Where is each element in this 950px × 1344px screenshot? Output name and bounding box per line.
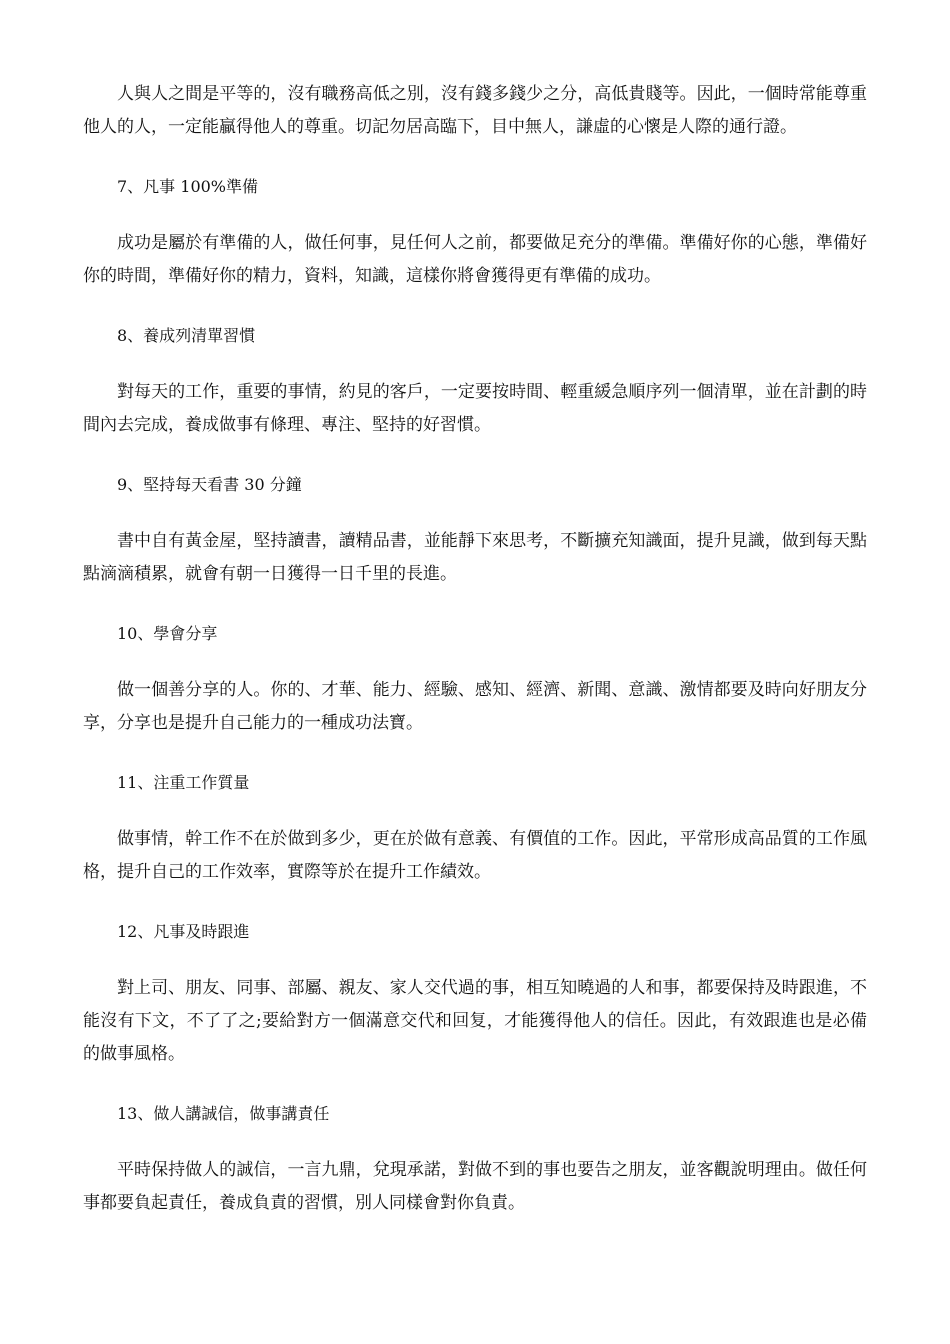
section-paragraph: 成功是屬於有準備的人，做任何事，見任何人之前，都要做足充分的準備。準備好你的心態，準備好你的時間，準備好你的精力，資料，知識，這樣你將會獲得更有準備的成功。 [83,233,867,286]
section-heading: 8、養成列清單習慣 [117,326,256,345]
section-heading: 11、注重工作質量 [117,773,250,792]
section-heading: 9、堅持每天看書 30 分鐘 [117,475,302,494]
section-heading: 13、做人講誠信，做事講責任 [117,1104,330,1123]
section-paragraph: 對每天的工作，重要的事情，約見的客戶，一定要按時間、輕重緩急順序列一個清單，並在計劃的時間內去完成，養成做事有條理、專注、堅持的好習慣。 [83,382,867,435]
intro-paragraph: 人與人之間是平等的，沒有職務高低之別，沒有錢多錢少之分，高低貴賤等。因此，一個時常能尊重他人的人，一定能贏得他人的尊重。切記勿居高臨下，目中無人，謙虛的心懷是人際的通行證。 [83,84,867,137]
section-paragraph: 做事情，幹工作不在於做到多少，更在於做有意義、有價值的工作。因此，平常形成高品質的工作風格，提升自己的工作效率，實際等於在提升工作績效。 [83,829,867,882]
section-heading: 12、凡事及時跟進 [117,922,250,941]
document-body [83,78,867,1220]
section-paragraph: 平時保持做人的誠信，一言九鼎，兌現承諾，對做不到的事也要告之朋友，並客觀說明理由。做任何事都要負起責任，養成負責的習慣，別人同樣會對你負責。 [83,1160,867,1213]
section-paragraph: 對上司、朋友、同事、部屬、親友、家人交代過的事，相互知曉過的人和事，都要保持及時跟進，不能沒有下文，不了了之;要給對方一個滿意交代和回复，才能獲得他人的信任。因此，有效跟進也是必備的做事風格。 [83,978,867,1064]
section-heading: 10、學會分享 [117,624,218,643]
section-paragraph: 書中自有黃金屋，堅持讀書，讀精品書，並能靜下來思考，不斷擴充知識面，提升見識，做到每天點點滴滴積累，就會有朝一日獲得一日千里的長進。 [83,531,867,584]
section-paragraph: 做一個善分享的人。你的、才華、能力、經驗、感知、經濟、新聞、意識、激情都要及時向好朋友分享，分享也是提升自己能力的一種成功法寶。 [83,680,867,733]
section-heading: 7、凡事 100%準備 [117,177,259,196]
